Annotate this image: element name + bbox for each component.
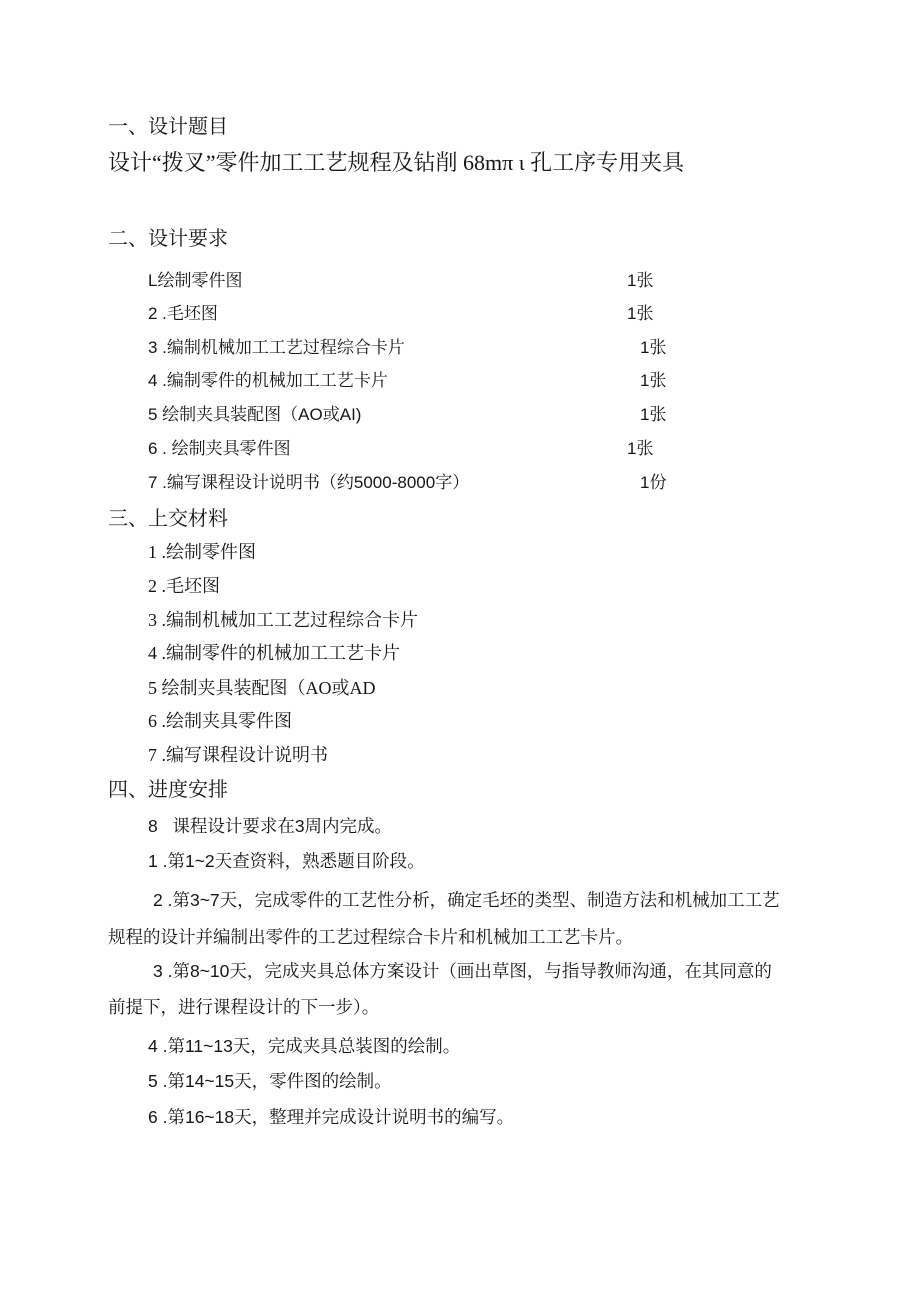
section-heading-design-requirements: 二、设计要求: [108, 228, 228, 250]
schedule-item-continuation: 前提下，进行课程设计的下一步）。: [108, 997, 380, 1017]
submission-item: 3 .编制机械加工工艺过程综合卡片: [148, 610, 418, 630]
schedule-item: 5 .第14~15天，零件图的绘制。: [148, 1071, 392, 1091]
schedule-item: 1 .第1~2天查资料，熟悉题目阶段。: [148, 851, 425, 871]
schedule-intro: 8 课程设计要求在3周内完成。: [148, 816, 393, 836]
submission-item: 4 .编制零件的机械加工工艺卡片: [148, 643, 400, 663]
requirement-item-qty: 1张: [640, 371, 667, 390]
requirement-item-qty: 1张: [627, 439, 654, 458]
requirement-item-label: 3 .编制机械加工工艺过程综合卡片: [148, 338, 405, 357]
requirement-item-qty: 1张: [640, 338, 667, 357]
requirement-item-qty: 1张: [627, 304, 654, 323]
submission-item: 5 绘制夹具装配图（AO或AD: [148, 678, 376, 698]
section-heading-submission-materials: 三、上交材料: [108, 508, 228, 530]
submission-item: 2 .毛坯图: [148, 576, 220, 596]
design-topic-title: 设计“拨叉”零件加工工艺规程及钻削 68mπ ι 孔工序专用夹具: [108, 150, 685, 175]
schedule-item: 2 .第3~7天，完成零件的工艺性分析，确定毛坯的类型、制造方法和机械加工工艺: [153, 890, 780, 910]
requirement-item-label: 5 绘制夹具装配图（AO或AI): [148, 405, 362, 424]
section-heading-design-topic: 一、设计题目: [108, 116, 228, 138]
requirement-item-label: 6 . 绘制夹具零件图: [148, 439, 291, 458]
schedule-item: 6 .第16~18天，整理并完成设计说明书的编写。: [148, 1107, 515, 1127]
submission-item: 1 .绘制零件图: [148, 542, 256, 562]
requirement-item-label: 7 .编写课程设计说明书（约5000-8000字）: [148, 473, 470, 492]
schedule-item: 3 .第8~10天，完成夹具总体方案设计（画出草图，与指导教师沟通，在其同意的: [153, 961, 772, 981]
requirement-item-qty: 1张: [627, 271, 654, 290]
submission-item: 7 .编写课程设计说明书: [148, 745, 328, 765]
schedule-item: 4 .第11~13天，完成夹具总装图的绘制。: [148, 1036, 461, 1056]
requirement-item-label: 2 .毛坯图: [148, 304, 218, 323]
requirement-item-label: 4 .编制零件的机械加工工艺卡片: [148, 371, 388, 390]
submission-item: 6 .绘制夹具零件图: [148, 711, 292, 731]
section-heading-schedule: 四、进度安排: [108, 779, 228, 801]
requirement-item-qty: 1张: [640, 405, 667, 424]
requirement-item-qty: 1份: [640, 473, 667, 492]
schedule-item-continuation: 规程的设计并编制出零件的工艺过程综合卡片和机械加工工艺卡片。: [108, 927, 633, 947]
requirement-item-label: L绘制零件图: [148, 271, 243, 290]
